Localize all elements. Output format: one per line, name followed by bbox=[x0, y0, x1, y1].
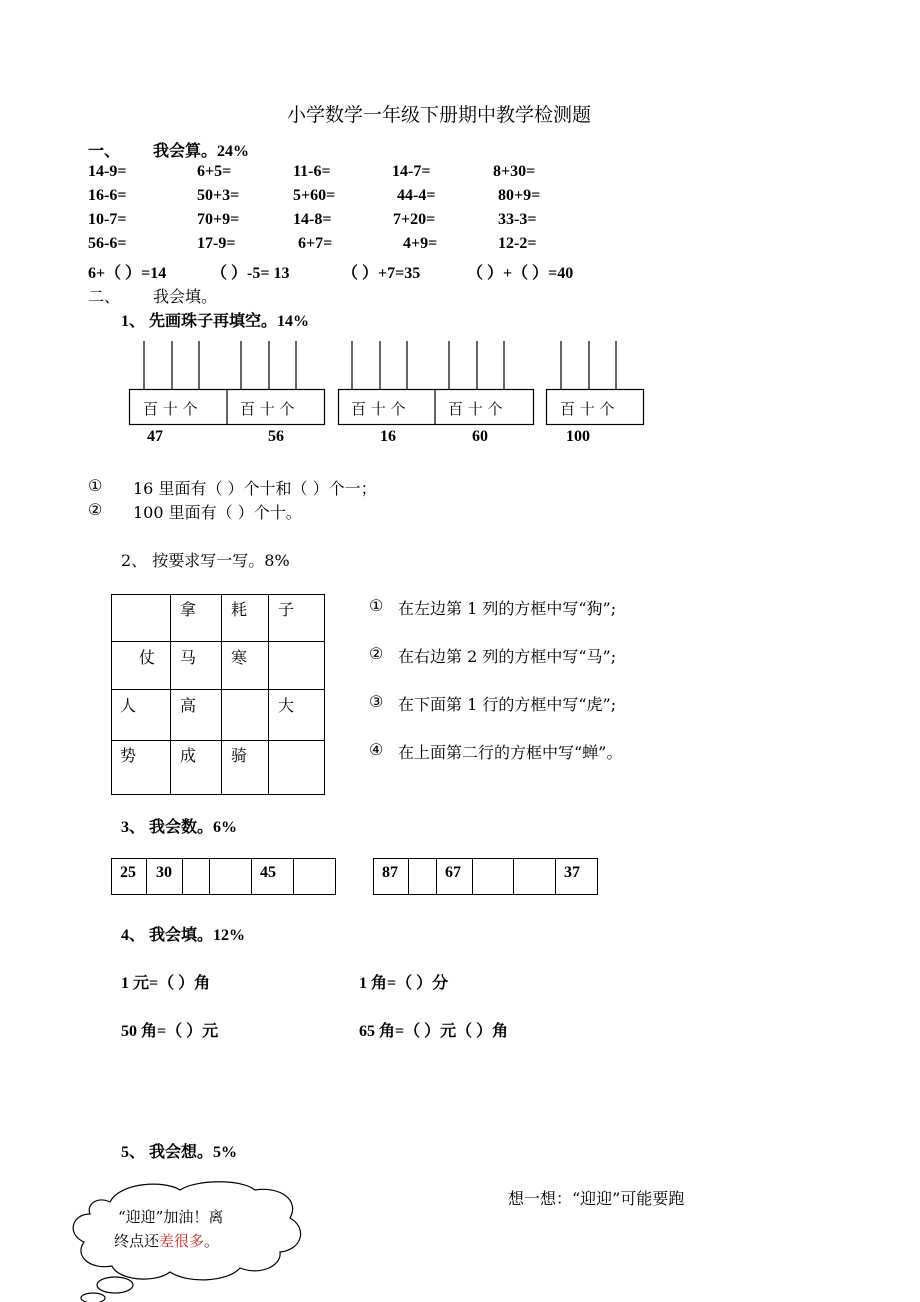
grid-cell: 骑 bbox=[231, 746, 248, 765]
calc-item: 70+9= bbox=[197, 211, 240, 228]
fill-item: （ ）-5= 13 bbox=[211, 265, 290, 282]
abacus-number: 47 bbox=[147, 428, 163, 445]
sequence-line bbox=[513, 858, 514, 895]
grid-cell: 子 bbox=[278, 600, 295, 619]
grid-cell: 成 bbox=[180, 746, 197, 765]
bubble-dot bbox=[81, 1293, 105, 1302]
sequence-cell: 45 bbox=[260, 864, 276, 881]
calc-item: 6+7= bbox=[298, 235, 333, 252]
grid-line bbox=[111, 689, 325, 690]
calc-item: 33-3= bbox=[498, 211, 537, 228]
sequence-cell: 30 bbox=[156, 864, 172, 881]
calc-item: 56-6= bbox=[88, 235, 127, 252]
sequence-cell: 37 bbox=[564, 864, 580, 881]
abacus-place-label: 百 十 个 bbox=[240, 400, 295, 418]
calc-item: 80+9= bbox=[498, 187, 541, 204]
grid-cell: 高 bbox=[180, 696, 197, 715]
q1-item-text: 16 里面有（ ）个十和（ ）个一； bbox=[133, 479, 377, 498]
q4-item: 1 元=（ ）角 bbox=[121, 975, 211, 992]
instruction-marker: ③ bbox=[369, 692, 384, 711]
calc-item: 16-6= bbox=[88, 187, 127, 204]
sequence-line bbox=[436, 858, 437, 895]
q1-heading: 1、 先画珠子再填空。14% bbox=[121, 313, 310, 330]
grid-cell: 仗 bbox=[139, 648, 156, 667]
instruction-text: 在下面第 1 行的方框中写“虎”; bbox=[398, 695, 617, 714]
abacus-place-label: 百 十 个 bbox=[351, 400, 406, 418]
sequence-frame bbox=[111, 858, 336, 895]
instruction-marker: ② bbox=[369, 644, 384, 663]
section1-heading: 我会算。24% bbox=[153, 143, 250, 160]
instruction-marker: ① bbox=[369, 596, 384, 615]
sequence-cell: 25 bbox=[120, 864, 136, 881]
bubble-highlight: 差很多 bbox=[159, 1232, 205, 1250]
grid-cell: 大 bbox=[278, 696, 295, 715]
calc-item: 8+30= bbox=[493, 163, 536, 180]
grid-line bbox=[170, 594, 171, 795]
q4-item: 50 角=（ ）元 bbox=[121, 1023, 219, 1040]
abacus-group bbox=[0, 0, 920, 440]
grid-cell: 寒 bbox=[231, 648, 248, 667]
grid-line bbox=[111, 740, 325, 741]
sequence-line bbox=[209, 858, 210, 895]
grid-cell: 马 bbox=[180, 648, 197, 667]
q4-heading: 4、 我会填。12% bbox=[121, 927, 246, 944]
calc-item: 11-6= bbox=[293, 163, 331, 180]
sequence-line bbox=[293, 858, 294, 895]
grid-cell: 势 bbox=[120, 746, 137, 765]
sequence-line bbox=[472, 858, 473, 895]
section1-label: 一、 bbox=[88, 143, 121, 160]
grid-cell: 拿 bbox=[180, 600, 197, 619]
fill-item: （ ）+7=35 bbox=[342, 265, 421, 282]
abacus-number: 100 bbox=[566, 428, 590, 445]
bubble-text: 。 bbox=[204, 1232, 220, 1250]
abacus-place-label: 百 十 个 bbox=[143, 400, 198, 418]
abacus-number: 60 bbox=[472, 428, 488, 445]
grid-cell: 耗 bbox=[231, 600, 248, 619]
sequence-line bbox=[408, 858, 409, 895]
think-prompt: 想一想：“迎迎”可能要跑 bbox=[508, 1189, 685, 1208]
calc-item: 14-8= bbox=[293, 211, 332, 228]
calc-item: 14-9= bbox=[88, 163, 127, 180]
section2-label: 二、 bbox=[88, 287, 121, 306]
sequence-line bbox=[555, 858, 556, 895]
page-title: 小学数学一年级下册期中教学检测题 bbox=[287, 104, 592, 126]
instruction-text: 在左边第 1 列的方框中写“狗”; bbox=[398, 599, 617, 618]
abacus-number: 16 bbox=[380, 428, 396, 445]
calc-item: 6+5= bbox=[197, 163, 232, 180]
grid-line bbox=[111, 641, 325, 642]
instruction-text: 在上面第二行的方框中写“蝉”。 bbox=[398, 743, 623, 762]
q1-item-marker: ② bbox=[88, 500, 103, 519]
q1-item-text: 100 里面有（ ）个十。 bbox=[133, 503, 302, 522]
calc-item: 44-4= bbox=[397, 187, 436, 204]
grid-line bbox=[221, 594, 222, 795]
q4-item: 1 角=（ ）分 bbox=[359, 975, 449, 992]
calc-item: 12-2= bbox=[498, 235, 537, 252]
q4-item: 65 角=（ ）元（ ）角 bbox=[359, 1023, 509, 1040]
abacus-place-label: 百 十 个 bbox=[448, 400, 503, 418]
q5-heading: 5、 我会想。5% bbox=[121, 1144, 238, 1161]
sequence-cell: 87 bbox=[382, 864, 398, 881]
q1-item-marker: ① bbox=[88, 476, 103, 495]
section2-heading: 我会填。 bbox=[153, 287, 218, 306]
fill-item: （ ）+（ ）=40 bbox=[467, 265, 574, 282]
abacus-number: 56 bbox=[268, 428, 284, 445]
calc-item: 17-9= bbox=[197, 235, 236, 252]
sequence-line bbox=[146, 858, 147, 895]
calc-item: 4+9= bbox=[403, 235, 438, 252]
instruction-text: 在右边第 2 列的方框中写“马”; bbox=[398, 647, 617, 666]
bubble-text-line1: “迎迎”加油！离 bbox=[118, 1208, 224, 1226]
calc-item: 10-7= bbox=[88, 211, 127, 228]
grid-line bbox=[268, 594, 269, 795]
calc-item: 7+20= bbox=[393, 211, 436, 228]
q3-heading: 3、 我会数。6% bbox=[121, 819, 238, 836]
sequence-line bbox=[251, 858, 252, 895]
grid-cell: 人 bbox=[120, 696, 137, 715]
fill-item: 6+（ ）=14 bbox=[88, 265, 167, 282]
bubble-text: 终点还 bbox=[114, 1232, 160, 1250]
sequence-cell: 67 bbox=[445, 864, 461, 881]
abacus-place-label: 百 十 个 bbox=[560, 400, 615, 418]
sequence-line bbox=[182, 858, 183, 895]
calc-item: 5+60= bbox=[293, 187, 336, 204]
q2-heading: 2、 按要求写一写。8% bbox=[121, 551, 290, 570]
instruction-marker: ④ bbox=[369, 740, 384, 759]
calc-item: 14-7= bbox=[392, 163, 431, 180]
calc-item: 50+3= bbox=[197, 187, 240, 204]
bubble-dot bbox=[97, 1277, 133, 1293]
bubble-text-line2 bbox=[114, 1230, 219, 1251]
